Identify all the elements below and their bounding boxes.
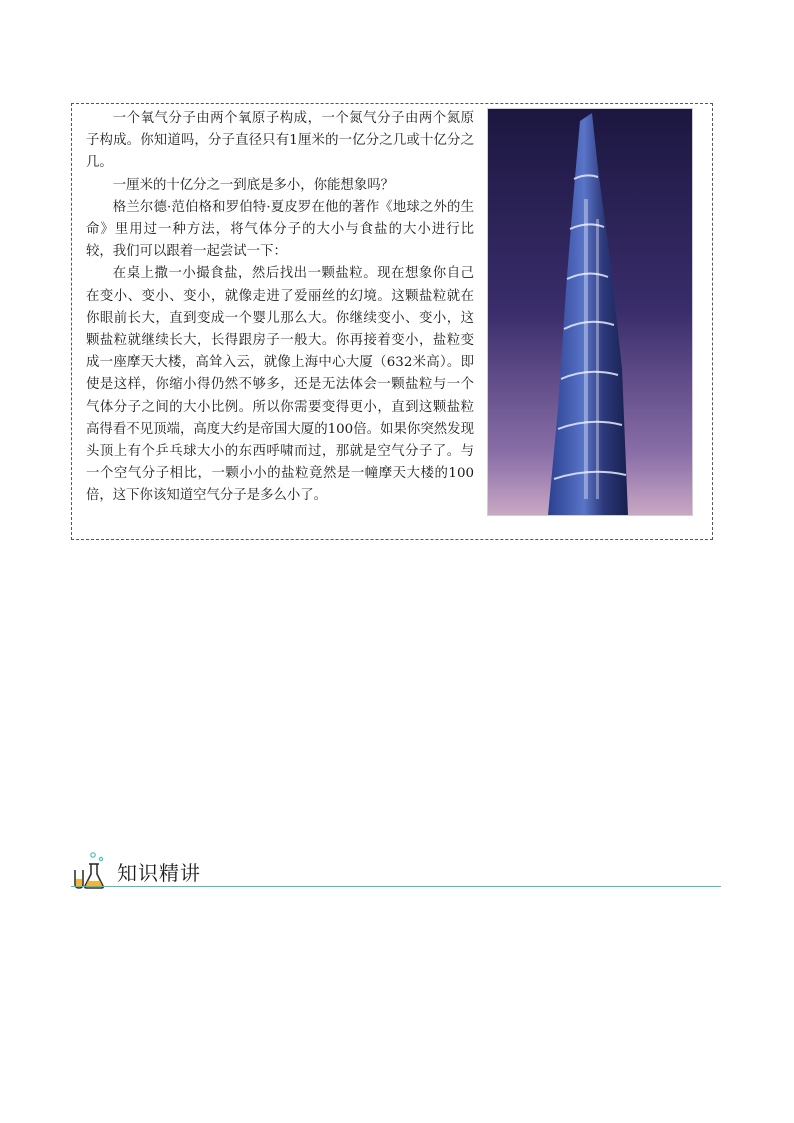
skyscraper-photo bbox=[487, 108, 693, 516]
paragraph-book: 格兰尔德·范伯格和罗伯特·夏皮罗在他的著作《地球之外的生命》里用过一种方法，将气体分子的大小与食盐的大小进行比较，我们可以跟着一起尝试一下： bbox=[86, 199, 474, 260]
paragraph-question: 一厘米的十亿分之一到底是多小，你能想象吗？ bbox=[112, 177, 394, 193]
lab-flask-icon bbox=[71, 850, 111, 890]
paragraph-oxygen: 一个氧气分子由两个氧原子构成，一个氮气分子由两个氮原子构成。你知道吗，分子直径只有1厘米的一亿分之几或十亿分之几。 bbox=[86, 111, 474, 171]
section-divider bbox=[71, 886, 721, 887]
reading-text bbox=[86, 108, 474, 508]
reading-box bbox=[71, 103, 713, 540]
paragraph-story: 在桌上撒一小撮食盐，然后找出一颗盐粒。现在想象你自己在变小、变小、变小，就像走进了爱丽丝的幻境。这颗盐粒就在你眼前长大，直到变成一个婴儿那么大。你继续变小、变小，这颗盐粒就继续长大，长得跟房子一般大。你再接着变小，盐粒变成一座摩天大楼，高耸入云，就像上海中心大厦（632米高）。即使是这样，你缩小得仍然不够多，还是无法体会一颗盐粒与一个气体分子之间的大小比例。所以你需要变得更小，直到这颗盐粒高得看不见顶端，高度大约是帝国大厦的100倍。如果你突然发现头顶上有个乒乓球大小的东西呼啸而过，那就是空气分子了。与一个空气分子相比，一颗小小的盐粒竟然是一幢摩天大楼的100倍，这下你该知道空气分子是多么小了。 bbox=[86, 266, 474, 504]
section-header bbox=[71, 848, 721, 890]
section-title: 知识精讲 bbox=[117, 861, 201, 885]
